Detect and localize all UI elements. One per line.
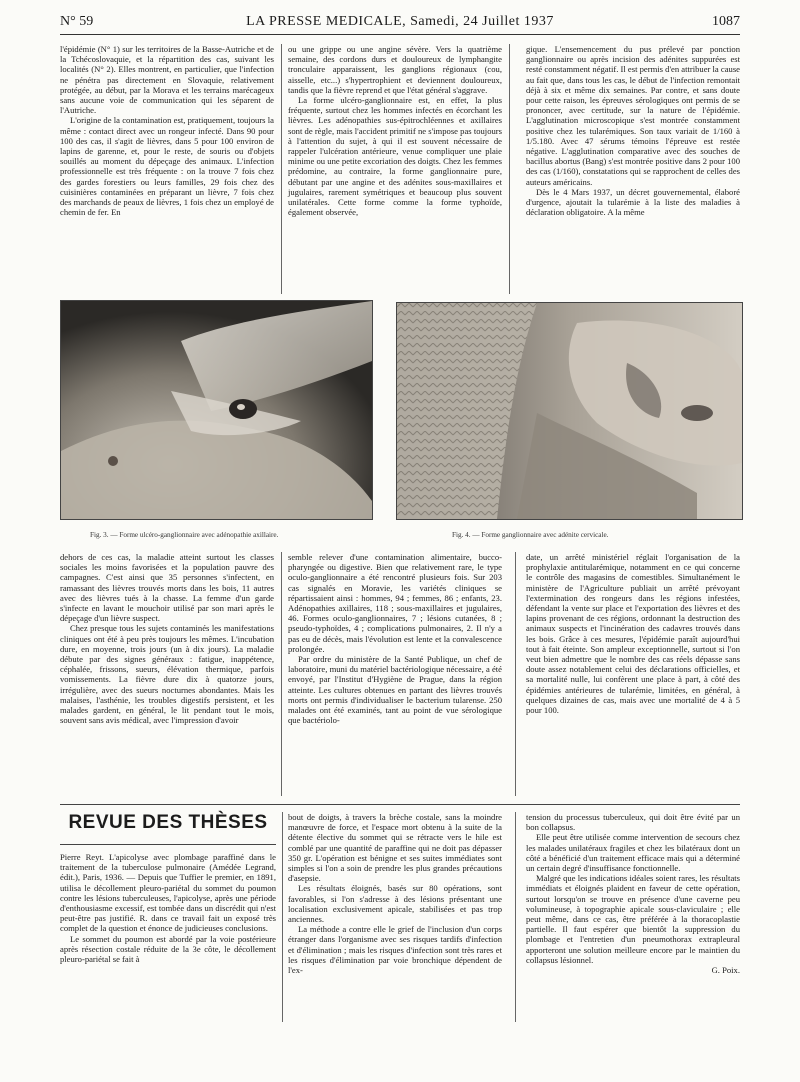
paragraph: Pierre Reyt. L'apicolyse avec plombage paraffiné dans le traitement de la tuberculose pulmonaire (Amédée Legrand, édit.), Paris, 1936. — Depuis que Tuffier le premier, en 1891, utilisa le décollement pleuro-pariétal du sommet du poumon contre les lésions tuberculeuses, l'apicolyse, après une période d'enthousiasme excessif, est tombée dans un discrédit qui n'est peut-être pas justifié. R. dans ce travail fait un exposé très complet de la question et énonce de judicieuses conclusions. (60, 852, 276, 934)
column-divider (282, 812, 283, 1022)
column-divider (281, 44, 282, 294)
paragraph: Par ordre du ministère de la Santé Publique, un chef de laboratoire, muni du matériel bactériologique nécessaire, a été envoyé, par l'Institut d'Hygiène de Prague, dans la région atteinte. Les cultures obtenues en partant des lièvres trouvés morts ont permis d'individualiser le bacterium tularense. 250 malades ont été examinés, tant au point de vue sérologique que bactériolo- (288, 654, 502, 726)
paragraph: Le sommet du poumon est abordé par la voie postérieure après résection costale réduite de la 3e côte, le décollement pleuro-pariétal se fait à (60, 933, 276, 965)
paragraph: semble relever d'une contamination alimentaire, bucco-pharyngée ou digestive. Bien que relativement rare, le type oculo-ganglionnaire a été rencontré plusieurs fois. Sur 203 cas signalés en Moravie, les variétés cliniques se répartissaient ainsi : hommes, 94 ; femmes, 86 ; enfants, 23. Adénopathies axillaires, 118 ; sous-maxillaires et jugulaires, 46. Formes oculo-ganglionnaires, 7 ; lésions cutanées, 8 ; pseudo-typhoïdes, 4 ; complications pulmonaires, 2. Il n'y a pas eu de décès, mais l'évolution est lente et la convalescence prolongée. (288, 552, 502, 654)
section-heading: REVUE DES THÈSES (68, 812, 268, 833)
top-column-1 (60, 44, 274, 217)
paragraph: Les résultats éloignés, basés sur 80 opérations, sont favorables, si l'on s'adresse à des lésions présentant une localisation exclusivement apicale, stabilisées et pas trop anciennes. (288, 883, 502, 925)
paragraph: La méthode a contre elle le grief de l'inclusion d'un corps étranger dans l'organisme avec ses risques tardifs d'infection et d'élimination ; mais les risques d'infection sont très rares et les risques d'élimination par voie bronchique dépendent de l'ex- (288, 924, 502, 976)
paragraph: Dès le 4 Mars 1937, un décret gouvernemental, élaboré d'urgence, ajoutait la tularémie à la liste des maladies à déclaration obligatoire. A la même (526, 186, 740, 218)
journal-title: LA PRESSE MEDICALE, Samedi, 24 Juillet 1937 (246, 14, 554, 29)
middle-column-3 (526, 552, 740, 715)
axillary-photo-illustration (61, 301, 372, 519)
issue-number: N° 59 (60, 14, 94, 29)
top-column-2 (288, 44, 502, 217)
paragraph: tension du processus tuberculeux, qui doit être évité par un bon collapsus. (526, 812, 740, 833)
paragraph: gique. L'ensemencement du pus prélevé par ponction ganglionnaire ou après incision des adénites suppurées est resté constamment négatif. Il est permis d'en attribuer la cause au fait que, dans tous les cas, le début de l'infection remontait déjà à six et même dix semaines. Par contre, et sans doute pour cette raison, les épreuves sérologiques ont permis de se prononcer, avec certitude, sur la nature de l'épidémie. L'agglutination microscopique s'est montrée constamment positive chez les tularémiques. Son taux variait de 1/160 à 1/5.180. Avec 47 sérums témoins l'épreuve est restée négative. L'agglutination comparative avec des souches de bacillus abortus (Bang) s'est montrée positive dans 2 pour 100 des cas (1/160), constatations qui se rapprochent de celles des auteurs américains. (526, 44, 740, 187)
paragraph: La forme ulcéro-ganglionnaire est, en effet, la plus fréquente, surtout chez les hommes infectés en écorchant les lièvres. Les adénopathies sus-épitrochléennes et axillaires sont de règle, mais l'accident primitif ne s'impose pas toujours à l'attention du sujet, à qui il est souvent nécessaire de rappeler l'ulcération antérieure, venue compliquer une plaie minime ou une petite excoriation des doigts. Chez les femmes prédomine, au contraire, la forme ganglionnaire pure, débutant par une angine et des adénites sous-maxillaires et jugulaires, rarement symétriques et beaucoup plus souvent unilatérales. Cette forme comme la forme typhoïde, également observée, (288, 95, 502, 218)
paragraph: Malgré que les indications idéales soient rares, les résultats immédiats et éloignés plaident en faveur de cette opération, surtout lorsqu'on se trouve en présence d'une caverne peu volumineuse, à topographie apicale sous-claviculaire ; elle peut même, dans ce cas, être préférée à la thoracoplastie partielle. Il faut espérer que bientôt la suppression du plombage et l'entretien d'un pneumothorax extrapleural apporteront une solution meilleure encore par le maintien du collapsus lésionnel. (526, 873, 740, 965)
column-divider (515, 812, 516, 1022)
top-column-3 (526, 44, 740, 217)
middle-column-1 (60, 552, 274, 725)
cervical-photo-illustration (397, 303, 742, 519)
figure-3-caption: Fig. 3. — Forme ulcéro-ganglionnaire avec adénopathie axillaire. (90, 531, 279, 539)
paragraph: l'épidémie (N° 1) sur les territoires de la Basse-Autriche et de la Tchécoslovaquie, et la répartition des cas, suivant les localités (N° 2). Elles montrent, en particulier, que l'infection ne pénétra pas directement en Slovaquie, relativement protégée, au début, par la Morava et les terrains marécageux sans aucune voie de communication qui les séparent de l'Autriche. (60, 44, 274, 116)
figure-3-photo (60, 300, 373, 520)
paragraph: ou une grippe ou une angine sévère. Vers la quatrième semaine, des cordons durs et douloureux de lymphangite tronculaire apparaissent, les ganglions régionaux (cou, aisselle, etc...) s'hypertrophient et deviennent douloureux, tandis que la fièvre reprend et que l'état général s'aggrave. (288, 44, 502, 95)
author-signature: G. Poix. (711, 965, 740, 976)
paragraph: Elle peut être utilisée comme intervention de secours chez les malades unilatéraux fragiles et chez les bilatéraux dont un côté a bénéficié d'un traitement efficace mais qui a déterminé un certain degré d'insuffisance fonctionnelle. (526, 832, 740, 874)
section-rule (60, 804, 740, 805)
paragraph: bout de doigts, à travers la brèche costale, sans la moindre manœuvre de force, et l'espace mort obtenu à la suite de la détente élective du sommet qui se rétracte vers le hile est comblé par une quantité de paraffine qui ne doit pas dépasser 350 gr. L'opération est bénigne et ses suites immédiates sont simples si l'on a soin de prendre les plus grandes précautions d'asepsie. (288, 812, 502, 884)
paragraph: date, un arrêté ministériel réglait l'organisation de la prophylaxie antitularémique, notamment en ce qui concerne le contrôle des magasins de comestibles. Simultanément le ministère de l'Agriculture publiait un arrêté prévoyant l'extermination des rongeurs dans les régions infestées, défendant la vente sur place et l'exportation des lièvres et des lapins provenant de ces régions, ordonnant la destruction des animaux suspects et l'incinération des cadavres trouvés dans les bois. Grâce à ces mesures, l'épidémie paraît aujourd'hui tout à fait éteinte. Son ampleur exceptionnelle, surtout si l'on veut bien admettre que le nombre des cas réels dépasse sans doute assez notablement celui des déclarations officielles, et sa mortalité nulle, lui confèrent une place à part, à côté des épidémies antérieures de tularémie, limitées, en général, à quelques dizaines de cas, mais avec une mortalité de 4 à 5 pour 100. (526, 552, 740, 716)
middle-column-2 (288, 552, 502, 725)
paragraph: L'origine de la contamination est, pratiquement, toujours la même : contact direct avec un rongeur infecté. Dans 90 pour 100 des cas, il s'agit de lièvres, dans 5 pour 100 environ de lapins de garenne, et, pour le reste, de souris ou d'objets souillés au moment du dépeçage des animaux. L'infection professionnelle est très fréquente : on la trouve 7 fois chez des gardes forestiers ou leurs familles, 29 fois chez des cuisinières contaminées en préparant un lièvre, 7 fois chez des marchands de peaux de lièvres, 1 fois chez un employé de chemin de fer. En (60, 115, 274, 218)
figure-4-photo (396, 302, 743, 520)
column-divider (515, 552, 516, 796)
column-divider (509, 44, 510, 294)
revue-column-3 (526, 812, 740, 975)
page-header (60, 12, 740, 35)
page-number: 1087 (712, 14, 740, 29)
paragraph: dehors de ces cas, la maladie atteint surtout les classes sociales les moins favorisées et la population pauvre des campagnes. C'est ainsi que 35 personnes s'infectent, en ramassant des lièvres trouvés morts dans les bois, 11 autres avec des lièvres tués à la chasse. La femme d'un garde s'infecte en lavant le mouchoir utilisé par son mari après le dépeçage d'un lièvre suspect. (60, 552, 274, 624)
revue-column-1 (60, 852, 276, 964)
paragraph: Chez presque tous les sujets contaminés les manifestations cliniques ont été à peu près toujours les mêmes. L'incubation dure, en moyenne, trois jours (un à dix jours). La maladie débute par des signes généraux : fatigue, inappétence, céphalée, frissons, sueurs, élévation thermique, parfois vomissements. La fièvre dure dix à quatorze jours, irrégulière, avec des sueurs nocturnes abondantes. Mais les malaises, l'asthénie, les troubles digestifs persistent, et les malades gardent, en général, le lit pendant tout le mois, souvent sans avis médical, avec l'impression d'avoir (60, 623, 274, 726)
column-divider (281, 552, 282, 796)
heading-rule (60, 844, 276, 845)
figure-4-caption: Fig. 4. — Forme ganglionnaire avec adénite cervicale. (452, 531, 609, 539)
revue-column-2 (288, 812, 502, 975)
